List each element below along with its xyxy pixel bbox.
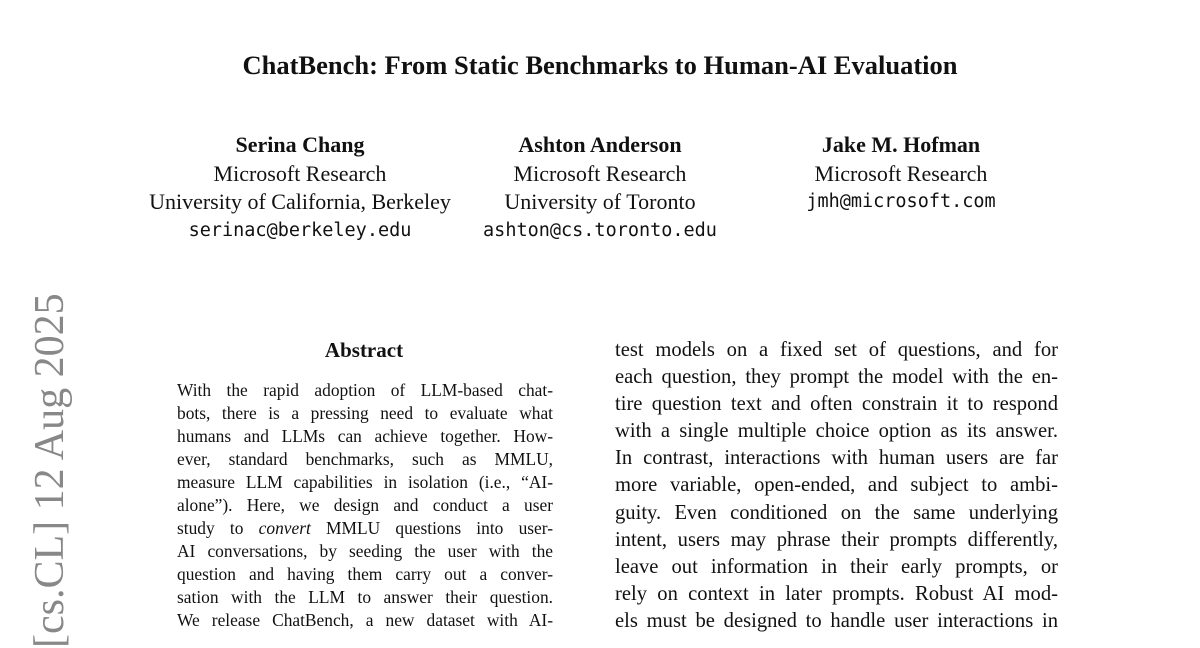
abstract-line: We release ChatBench, a new dataset with AI-	[177, 609, 553, 630]
author-name: Jake M. Hofman	[821, 132, 981, 157]
abstract-line: sation with the LLM to answer their question.	[177, 586, 553, 607]
emphasis-convert: convert	[258, 517, 311, 538]
author-name: Serina Chang	[235, 132, 365, 157]
author-block	[785, 131, 1017, 217]
abstract-line	[177, 517, 553, 540]
body-line: els must be designed to handle user interactions in	[615, 609, 1058, 632]
abstract-heading: Abstract	[324, 338, 404, 362]
body-line: guity. Even conditioned on the same underlying	[615, 501, 1058, 524]
author-affiliation: Microsoft Research	[213, 160, 387, 186]
abstract-line: ever, standard benchmarks, such as MMLU,	[177, 448, 553, 469]
body-column-right	[615, 337, 1058, 635]
author-block	[130, 131, 470, 245]
abstract-line: question and having them carry out a conver-	[177, 563, 553, 584]
arxiv-margin-stamp: [cs.CL] 12 Aug 2025	[27, 293, 73, 648]
body-line: more variable, open-ended, and subject to ambi-	[615, 474, 1058, 497]
body-line: rely on context in later prompts. Robust AI mod-	[615, 582, 1058, 605]
body-line: with a single multiple choice option as its answer.	[615, 420, 1058, 443]
body-line: intent, users may phrase their prompts differently,	[615, 528, 1058, 551]
author-email: jmh@microsoft.com	[806, 191, 996, 212]
author-affiliation: University of Toronto	[504, 189, 696, 214]
abstract-line: bots, there is a pressing need to evaluate what	[177, 402, 553, 423]
author-affiliation: University of California, Berkeley	[149, 189, 451, 214]
author-affiliation: Microsoft Research	[513, 160, 687, 186]
abstract-line: alone”). Here, we design and conduct a user	[177, 494, 553, 515]
abstract-line: humans and LLMs can achieve together. How-	[177, 425, 553, 446]
paper-title: ChatBench: From Static Benchmarks to Human-AI Evaluation	[242, 50, 958, 80]
body-line: In contrast, interactions with human users are far	[615, 447, 1058, 470]
body-line: leave out information in their early prompts, or	[615, 555, 1058, 578]
body-line: each question, they prompt the model with the en-	[615, 366, 1058, 389]
author-email: ashton@cs.toronto.edu	[483, 219, 717, 241]
abstract-line: AI conversations, by seeding the user with the	[177, 540, 553, 561]
author-block	[470, 131, 730, 245]
abstract-body	[177, 379, 553, 631]
abstract-line: measure LLM capabilities in isolation (i.e., “AI-	[177, 471, 553, 492]
author-email: serinac@berkeley.edu	[188, 219, 412, 241]
body-line: test models on a fixed set of questions, and for	[615, 339, 1058, 361]
abstract-text-fragment: study to	[177, 517, 259, 538]
author-affiliation: Microsoft Research	[814, 160, 988, 186]
abstract-text-fragment: MMLU questions into user-	[310, 517, 553, 538]
author-name: Ashton Anderson	[518, 132, 682, 157]
abstract-line: With the rapid adoption of LLM-based chat-	[177, 380, 553, 400]
body-line: tire question text and often constrain it to respond	[615, 393, 1058, 416]
